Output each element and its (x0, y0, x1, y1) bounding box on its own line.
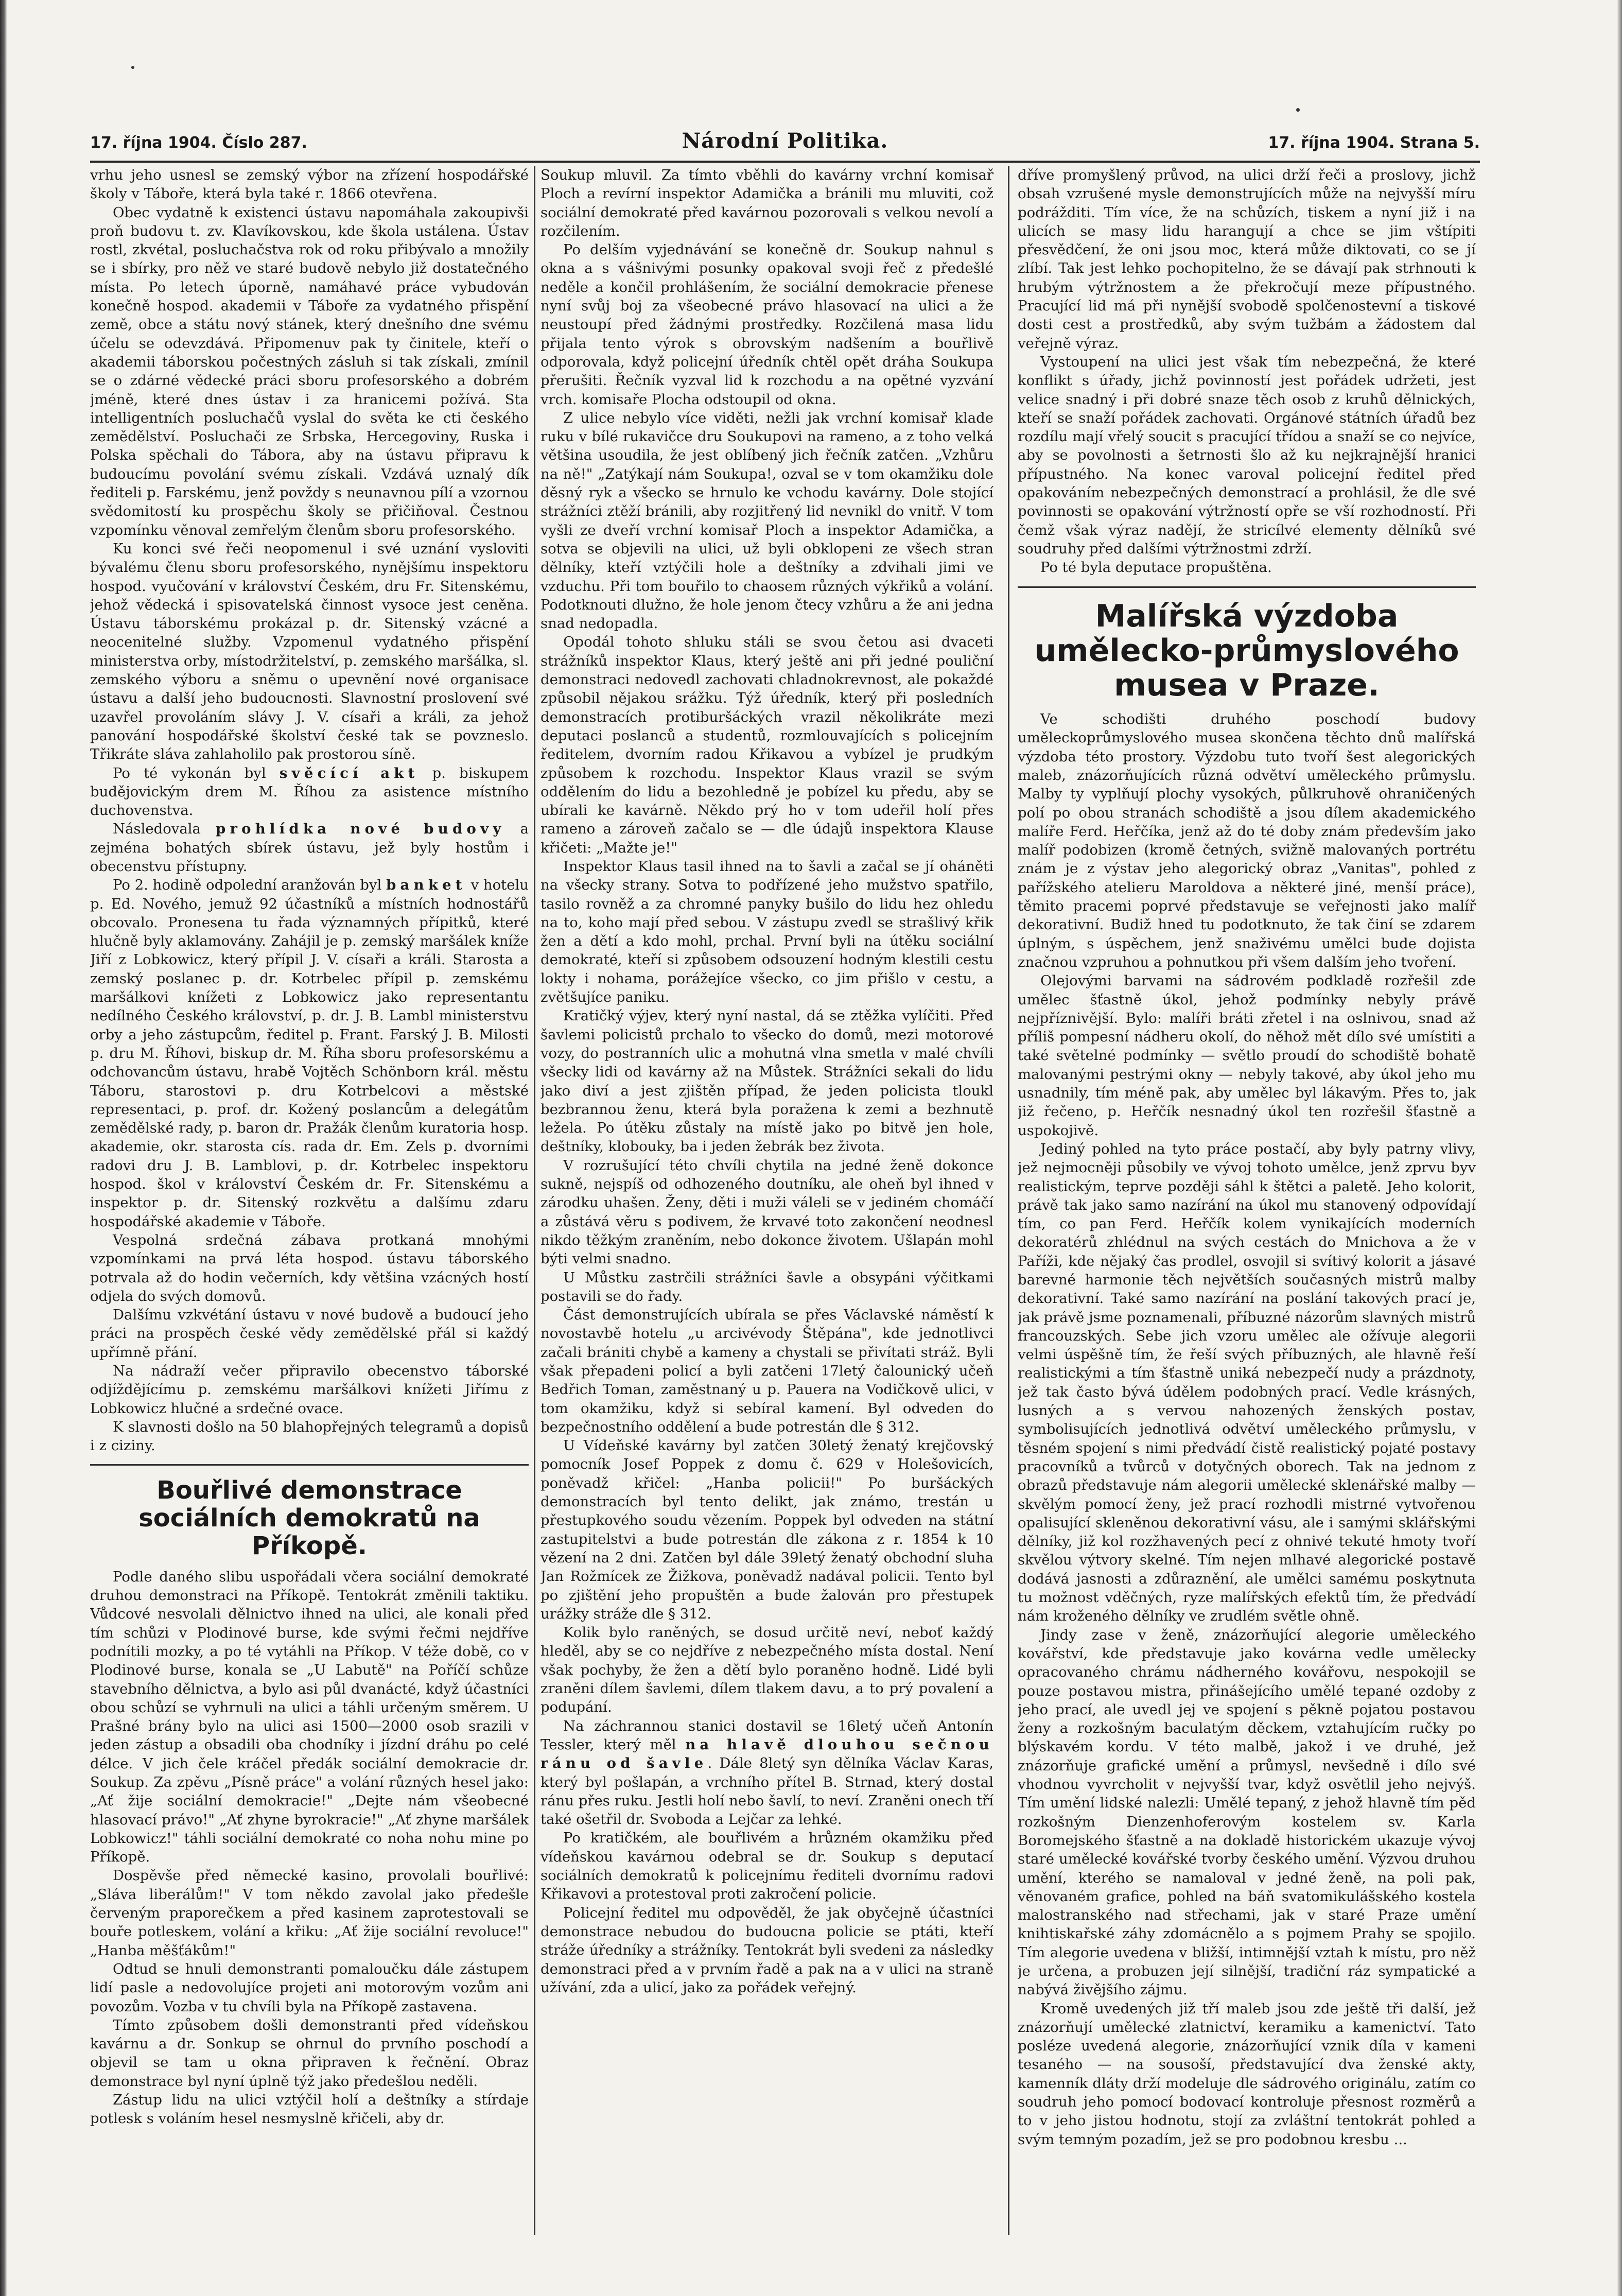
article-paragraph: Ku konci své řeči neopomenul i své uznání vysloviti bývalému členu sboru profesorského, nynějšímu inspektoru hospod. vyučování v království Českém, dru Fr. Sitenskému, jehož vědecká i spisovatelská činnost vysoce jest ceněna. Ústavu táborskému prokázal p. dr. Sitenský vzácné a neocenitelné služby. Vzpomenul vydatného přispění ministerstva orby, místodržitelství, p. zemského maršálka, sl. zemského výboru a sněmu o upevnění nové organisace ústavu a další jeho budoucnosti. Slavnostní proslovení své uzavřel provoláním slávy J. V. císaři a králi, za jehož panování hospodářské školství české tak se povzneslo. Třikráte sláva zahlaholilo pak prostorou síně. (90, 540, 529, 763)
headline-demonstrace: Bouřlivé demonstrace sociálních demokratů na Příkopě. (138, 1476, 480, 1560)
article-paragraph: Policejní ředitel mu odpověděl, že jak obyčejně účastníci demonstrace nebudou do budoucna policie se ptáti, kteří stráže úředníky a strážníky. Tentokrát byli svedeni za následky demonstraci před a v prvním řadě a pak na a v ulici na straně užívání, zda a ulicí, jako za pořádek veřejný. (540, 1904, 993, 1996)
article-paragraph: Soukup mluvil. Za tímto vběhli do kavárny vrchní komisař Ploch a revírní inspektor Adamička a bránili mu mluviti, což sociální demokraté před kavárnou pozorovali s velkou nevolí a rozčilením. (540, 167, 993, 239)
article-paragraph: Kratičký výjev, který nyní nastal, dá se ztěžka vylíčiti. Před šavlemi policistů prchalo to všecko do domů, mezi motorové vozy, do postranních ulic a mohutná vlna smetla v malé chvíli všecky lidi od kavárny až na Můstek. Strážníci sekali do lidu jako diví a jest zjištěn případ, že jeden policista tloukl bezbrannou ženu, která byla poražena k zemi a bezhnutě ležela. Po útěku zůstaly na místě jako po bitvě jen hole, deštníky, klobouky, ba i jeden žebrák bez života. (540, 1007, 993, 1155)
article-paragraph: Na záchrannou stanici dostavil se 16letý učeň Antonín Tessler, který měl na hlavě dlouhou sečnou ránu od šavle. Dále 8letý syn dělníka Václav Karas, který byl pošlapán, a vrchního přítel B. Strnad, který dostal ránu přes ruku. Jestli holí nebo šavlí, to neví. Zraněni onech tří také ošetřil dr. Svoboda a Lejčar za lehké. (540, 1717, 993, 1828)
article-paragraph: Z ulice nebylo více viděti, nežli jak vrchní komisař klade ruku v bílé rukavičce dru Soukupovi na rameno, a z toho velká většina usoudila, že jest oblíbený jich řečník zatčen. „Vzhůru na ně!" „Zatýkají nám Soukupa!, ozval se v tom okamžiku dole děsný ryk a všecko se hrnulo ke vchodu kavárny. Dole stojící strážníci ztěží bránili, aby rozjitřený lid nevnikl do vnitř. V tom vyšli ze dveří vrchní komisař Ploch a inspektor Adamička, a sotva se objevili na ulici, už byli obklopeni ze všech stran dělníky, kteří vztýčili hole a deštníky a zdvihali jimi ve vzduchu. Při tom bouřilo to chaosem různých výkřiků a volání. Podotknouti dlužno, že hole jenom čtecy vzhůru a že ani jedna snad nedopadla. (540, 409, 993, 632)
speck-top-right (1296, 108, 1300, 112)
article-paragraph: U Můstku zastrčili strážníci šavle a obsypáni výčitkami postavili se do řady. (540, 1269, 993, 1304)
article-paragraph: Kolik bylo raněných, se dosud určitě neví, neboť každý hleděl, aby se co nejdříve z nebezpečného místa dostal. Není však pochyby, že žen a dětí bylo poraněno hodně. Lidé byli zraněni dílem šavlemi, dílem tlakem davu, a to prý povalení a podupání. (540, 1624, 993, 1716)
masthead-title: Národní Politika. (682, 129, 888, 153)
article-paragraph: Po delším vyjednávání se konečně dr. Soukup nahnul s okna a s vášnivými posunky opakoval svoji řeč z předešlé neděle a končil prohlášením, že sociální demokracie přenese nyní svůj boj za všeobecné právo hlasovací na ulici a že neustoupí před žádnými prostředky. Rozčilená masa lidu přijala tento výrok s obrovským nadšením a bouřlivě odporovala, když policejní úředník chtěl opět dráha Soukupa přerušiti. Řečník vyzval lid k rozchodu a na opětné vyzvání vrch. komisaře Plocha odstoupil od okna. (540, 241, 993, 408)
page-edge-right (1617, 0, 1622, 2296)
article-paragraph: Olejovými barvami na sádrovém podkladě rozřešil zde umělec šťastně úkol, jehož podmínky nebyly právě nejpříznivější. Bylo: malíři bráti zřetel i na oslnivou, snad až příliš pompesní nádheru okolí, do něhož mět dílo své umístiti a také světelné podmínky — světlo proudí do schodiště bohatě malovanými pestrými okny — nebyly takové, aby úkol jeho mu usnadnily, tím méně pak, aby umělec byl lákavým. Přes to, jak již řečeno, p. Heřčík nesnadný úkol ten rozřešil šťastně a uspokojivě. (1018, 972, 1476, 1139)
spaced-emphasis: svěcící akt (279, 764, 419, 781)
article-paragraph: Po té byla deputace propuštěna. (1040, 559, 1272, 576)
article-paragraph: Dospěvše před německé kasino, provolali bouřlivé: „Sláva liberálům!" V tom někdo zavolal jako předešle červeným praporečkem a před kasinem zaprotestovali se bouře potleskem, volání a křiku: „Ať žije sociální revoluce!" „Hanba měšťákům!" (90, 1867, 529, 1959)
section-rule (1018, 586, 1476, 588)
article-paragraph: Část demonstrujících ubírala se přes Václavské náměstí k novostavbě hotelu „u arcivévody Štěpána", kde jednotlivci začali brániti chybě a kameny a chystali se přivítati stráž. Byli však přepadeni policí a byli zatčeni 17letý čalounický učeň Bedřich Toman, zaměstnaný u p. Pauera na Vodičkově ulici, v tom okamžiku, když si sebíral kamení. Byl odveden do bezpečnostního oddělení a bude potrestán dle § 312. (540, 1307, 993, 1435)
article-paragraph: Inspektor Klaus tasil ihned na to šavli a začal se jí oháněti na všecky strany. Sotva to podřízené jeho mužstvo spatřilo, tasilo rovněž a za chromné panyky bušilo do lidu hez ohledu na to, koho mají před sebou. V zástupu zvedl se strašlivý křik žen a dětí a kdo mohl, prchal. První byli na útěku sociální demokraté, kteří si způsobem odsouzení hodným klestili cestu lokty i nohama, porážejíce všecko, co jim přišlo v cestu, a zvětšujíce paniku. (540, 858, 993, 1006)
article-paragraph: U Vídeňské kavárny byl zatčen 30letý ženatý krejčovský pomocník Josef Poppek z domu č. 629 v Holešovicích, poněvadž křičel: „Hanba policii!" Po buršáckých demonstracích byl tento delikt, jak známo, trestán u přestupkového soudu vězením. Poppek byl odveden na státní zastupitelstvi a bude potrestán dle zákona z r. 1854 k 10 vězení na 2 dni. Zatčen byl dále 39letý ženatý obchodní sluha Jan Rožmícek ze Žižkova, poněvadž nadával policii. Tento byl po zjištění jeho propuštěn a bude žalován pro přestupek urážky stráže dle § 312. (540, 1437, 993, 1622)
article-paragraph: Po 2. hodině odpolední aranžován byl banket v hotelu p. Ed. Nového, jemuž 92 účastníků a místních hodnostářů obcovalo. Pronesena tu řada významných přípitků, které hlučně byly aklamovány. Zahájil je p. zemský maršálek kníže Jiří z Lobkowicz, který přípil J. V. císaři a králi. Starosta a zemský poslanec p. dr. Kotrbelec přípil p. zemskému maršálkovi knížeti z Lobkowicz jako representantu nedílného Českého království, p. dr. J. B. Lambl ministerstvu orby a jeho zástupcům, ředitel p. Frant. Farský J. B. Milosti p. dru M. Říhovi, biskup dr. M. Říha sboru profesorskému a odchovancům ústavu, hrabě Vojtěch Schönborn král. městu Táboru, starostovi p. dru Kotrbelcovi a městské representaci, p. prof. dr. Kožený poslancům a delegátům zemědělské rady, p. baron dr. Pražák členům kuratoria hosp. akademie, okr. starosta cís. rada dr. Em. Zels p. dvorními radovi dru J. B. Lamblovi, p. dr. Kotrbelec inspektoru hospod. škol v království Českém dr. Fr. Sitenskému a inspektor p. dr. Sitenský rozkvětu a dalšímu zdaru hospodářské akademie v Táboře. (90, 877, 529, 1230)
spaced-emphasis: na hlavě dlouhou sečnou ránu od šavle (540, 1736, 993, 1772)
article-paragraph: Podle daného slibu uspořádali včera sociální demokraté druhou demonstraci na Příkopě. Tentokrát změnili taktiku. Vůdcové nesvolali dělnictvo ihned na ulici, ale konali před tím schůzi v Plodinové burse, kde svými řečmi nejdříve podnítili mozky, a po té vytáhli na Příkop. V téže době, co v Plodinové burse, konala se „U Labutě" na Poříčí schůze stavebního dělnictva, a bylo asi půl dvanácté, když účastníci obou schůzí se vyhrnuli na ulici a táhli určeným směrem. U Prašné brány bylo na ulici asi 1500—2000 osob srazili v jeden zástup a obsadili oba chodníky i jízdní dráhu po celé délce. V jich čele kráčel předák sociální demokracie dr. Soukup. Za zpěvu „Písně práce" a volání různých hesel jako: „Ať žije sociální demokracie!" „Dejte nám všeobecné hlasovací právo!" „Ať zhyne byrokracie!" „Ať zhyne maršálek Lobkowicz!" táhli sociální demokraté co noha nohu mine po Příkopě. (90, 1568, 529, 1866)
column-2 (540, 166, 993, 2235)
article-paragraph: Opodál tohoto shluku stáli se svou četou asi dvaceti strážníků inspektor Klaus, který ještě ani při jedné pouliční demonstraci nedovedl zachovati chladnokrevnost, ale pokaždé způsobil nějakou srážku. Týž úředník, který při posledních demonstracích protiburšáckých vrazil několikráte mezi deputaci poslanců a studentů, rozmlouvajících s policejním ředitelem, dvorním radou Křikavou a vybízel je prudkým způsobem k rozchodu. Inspektor Klaus vrazil se svým oddělením do lidu a bezohledně je pobízel ku předu, aby se ubírali ke kavárně. Někdo prý ho v tom udeřil holí přes rameno a zároveň začalo se — dle údajů inspektora Klause křičeti: „Mažte je!" (540, 634, 993, 856)
article-paragraph: vrhu jeho usnesl se zemský výbor na zřízení hospodářské školy v Táboře, která byla také r. 1866 otevřena. (90, 167, 529, 202)
article-paragraph: Obec vydatně k existenci ústavu napomáhala zakoupivši proň budovu t. zv. Klavíkovskou, kde škola ustálena. Ústav rostl, zkvétal, posluchačstva rok od roku přibývalo a množily se i sbírky, pro něž ve staré budově nebylo již dostatečného místa. Po letech úporně, namáhavé práce vybudován konečně hospod. akademii v Táboře za vydatného přispění země, obce a státu nový stánek, který dnešního dne svému účelu se odevzdává. Připomenuv pak ty činitele, kteří o akademii táborskou počestných zásluh si tak získali, zmínil se o zdárné vědecké práci sboru profesorského a dobrém jméně, které dnes ústav i za hranicemi požívá. Sta intelligentních posluchačů vyslal do světa ke cti českého zemědělství. Posluchači ze Srbska, Hercegoviny, Ruska i Polska spěchali do Tábora, aby na ústavu připravu k budoucímu povolání svému získali. Vzdává uznalý dík řediteli p. Farskému, jenž povždy s neunavnou pílí a vzornou svědomitostí ku prospěchu školy se přičiňoval. Čestnou vzpomínku věnoval zemřelým členům sboru profesorského. (90, 204, 529, 538)
article-paragraph: Jindy zase v ženě, znázorňující alegorie uměleckého kovářství, kde představuje jako kovárna vedle umělecky opracovaného chrámu nádherného kovářovu, nespokojil se pouze postavou mistra, přinášejícího umělé tepané ozdoby z jeho prací, ale uvedl jej ve spojení s pěkně pojatou postavou ženy a rozkošným baculatým děckem, vztahujícím ručky po blýskavém kordu. V této malbě, jakož i ve druhé, jež znázorňuje grafické umění a průmysl, nevšedně i dílo své vhodnou vyvrcholit v nejvyšší tvar, když osvětlil jeho nejvýš. Tím umění lidské nalezli: Umělé tepaný, z jehož hlavně tím pěd rozkošným Dienzenhoferovým kostelem sv. Karla Boromejského šťastně a na dokladě historickém ukazuje vývoj staré umělecké kovářské tvorby českého umění. Výzvou druhou umění, kterého se namaloval v jedné ženě, na poli pak, věnovaném grafice, pohled na báň svatomikulášského kostela malostranského nad střechami, jak v staré Praze umění knihtiskařské záhy zdomácnělo a s pojmem Prahy se spojilo. Tím alegorie uvedena v bližší, intimnější vztah k místu, pro něž je určena, a probuzen její silnější, tradiční ráz sympatické a nabývá živějšího zájmu. (1018, 1626, 1476, 1998)
spaced-emphasis: prohlídka nové budovy (215, 821, 505, 838)
article-paragraph: Tímto způsobem došli demonstranti před vídeňskou kavárnu a dr. Sonkup se ohrnul do prvního poschodí a objevil se tam u okna připraven k řečnění. Obraz demonstrace byl nyní úplně týž jako předešlou neděli. (90, 2016, 529, 2090)
article-paragraph: Odtud se hnuli demonstranti pomaloučku dále zástupem lidí pasle a nedovolujíce projeti ani motorovým vozům ani povozům. Vozba v tu chvíli byla na Příkopě zastavena. (90, 1960, 529, 2015)
article-paragraph: Kromě uvedených již tří maleb jsou zde ještě tři další, jež znázorňují umělecké zlatnictví, keramiku a kamenictví. Tato posléze uvedená alegorie, znázorňující vznik díla v kameni tesaného — na sousoší, představující dva ženské akty, kamenník dláty drží modeluje dle sádrového originálu, zatím co soudruh jeho pomocí bodovací kontroluje přesnost rozměrů a to v jeho jistou hodnotu, stojí za zvláštní tentokrát pohled a svým temným pozadím, jež se pro podobnou kresbu ... (1018, 2000, 1476, 2148)
spaced-emphasis: banket (386, 877, 466, 894)
header-date-page: 17. října 1904. Strana 5. (1268, 134, 1480, 152)
article-paragraph: Zástup lidu na ulici vztýčil holí a deštníky a stírdaje potlesk s voláním hesel nesmyslně křičeli, aby dr. (90, 2092, 529, 2127)
article-paragraph: dříve promyšlený průvod, na ulici drží řeči a proslovy, jichž obsah vzrušené mysle demonstrujících může na nejvyšší míru podrážditi. Tím více, že na schůzích, tiskem a nyní již i na ulicích se masy lidu harangují a chce se jim vštípiti přesvědčení, že oni jsou moc, která může diktovati, co se jí zlíbí. Tak jest lehko pochopitelno, že se dávají pak strhnouti k hrubým výtržnostem a že překročují meze přípustného. Pracující lid má při nynější svobodě spolčenostevní a tiskové dosti cest a prostředků, aby svým tužbám a žádostem dal veřejně výraz. (1018, 167, 1476, 352)
article-paragraph: Jediný pohled na tyto práce postačí, aby byly patrny vlivy, jež nejmocněji působily ve vývoj tohoto umělce, jenž zprvu byv realistickým, teprve později sáhl k štětci a paletě. Jeho kolorit, právě tak jako samo nazírání na úkol mu stanovený odpovídají tím, co pan Ferd. Heřčík kolem vynikajících moderních dekoratérů zhlédnul na svých cestách do Mnichova a že v Paříži, kde nějaký čas prodlel, osvojil si svítivý kolorit a jásavé barevné harmonie těch největších současných mistrů malby dekorativní. Také samo nazírání na poslání takových prací je, jak právě jsme poznamenali, příbuzné názorům slavných mistrů francouzských. Sebe jich vzoru umělec ale ožívuje alegorii velmi úspěšně tím, že řeší svých příbuzných, ale hlavně řeší realistickými a tím šťastně uniká nebezpečí nudy a prázdnoty, jež tak často bývá údělem podobných prací. Vedle krásných, lusných a s vervou nahozených ženských postav, symbolisujících jednotlivá odvětví uměleckého průmyslu, v těsném spojení s nimi předvádí čistě realistický pojaté postavy pracovníků a tvůrců v dotyčných oborech. Tak na jednom z obrazů představuje nám alegorii umělecké sklenářské malby — skvělým pomocí ženy, jež prací rozhodli mistrné vytvořenou opalisující skleněnou dekorativní vásu, ale i samými sklářskými dělníky, již kol rozžhavených pecí z ohnivé tekuté hmoty tvoří skvělou výtvory skelné. Tím nejen mlhavé alegorické postavě dodává jasnosti a zdůraznění, ale umělci samému poskytnuta tu možnost vděčných, ryze malířských efektů tím, že předvádí nám kroženého dělníky ve zrudlém světle ohně. (1018, 1140, 1476, 1625)
page-header (90, 129, 1480, 160)
article-paragraph: Následovala prohlídka nové budovy a zejména bohatých sbírek ústavu, jež byly hostům i obecenstvu přístupny. (90, 821, 529, 875)
header-rule (90, 161, 1480, 163)
column-1 (90, 166, 529, 2235)
article-paragraph: Vystoupení na ulici jest však tím nebezpečná, že které konflikt s úřady, jichž povinností jest pořádek udržeti, jest velice snadný i při dobré snaze těch osob z kruhů dělnických, kteří se snaží pořádek zachovati. Orgánové státních úřadů bez rozdílu mají vřelý soucit s pracující třídou a snaží se co nejvíce, aby se povolnosti a šetrnosti šlo až ku nejkrajnější hranici přípustného. Na konec varoval policejní ředitel před opakováním nebezpečných demonstrací a prohlásil, že dle své povinnosti se opakování výtržností opře se vší rozhodností. Při čemž však výraz nadějí, že stricílvé elementy dělníků své soudruhy před dalšími výtržnostmi zdrží. (1018, 353, 1476, 557)
header-date-issue: 17. října 1904. Číslo 287. (90, 134, 307, 152)
headline-malirska-vyzdoba: Malířská výzdoba umělecko-průmyslového musea v Praze. (1034, 598, 1459, 703)
article-paragraph: Dalšímu vzkvétání ústavu v nové budově a budoucí jeho práci na prospěch české vědy zemědělské přál si každý upřímně přání. (90, 1307, 529, 1361)
article-paragraph: Po té vykonán byl svěcící akt p. biskupem budějovickým drem M. Říhou za asistence místního duchovenstva. (90, 764, 529, 819)
article-paragraph: Na nádraží večer připravilo obecenstvo táborské odjíždějícímu p. zemskému maršálkovi knížeti Jiřímu z Lobkowicz hlučné a srdečné ovace. (90, 1363, 529, 1417)
article-paragraph: K slavnosti došlo na 50 blahopřejných telegramů a dopisů i z ciziny. (90, 1418, 529, 1454)
article-paragraph: Vespolná srdečná zábava protkaná mnohými vzpomínkami na prvá léta hospod. ústavu táborského potrvala až do hodin večerních, kdy většina vzácných hostí odjela do svých domovů. (90, 1231, 529, 1304)
column-3 (1018, 166, 1476, 2235)
article-paragraph: V rozrušující této chvíli chytila na jedné ženě dokonce sukně, nejspíš od odhozeného doutníku, ale oheň byl ihned v zárodku uhašen. Ženy, děti i muži váleli se v jediném chomáčí a zůstává věru s podivem, že krvavé toto zakončení neodnesl nikdo těžkým zraněním, nebo dokonce životem. Ušlapán mohl býti velmi snadno. (540, 1157, 993, 1267)
page-edge-left (0, 0, 7, 2296)
column-rule-1 (534, 166, 535, 2235)
section-rule (90, 1464, 529, 1466)
column-rule-2 (1008, 166, 1009, 2235)
article-paragraph: Po kratičkém, ale bouřlivém a hrůzném okamžiku před vídeňskou kavárnou odebral se dr. Soukup s deputací sociálních demokratů k policejnímu řediteli dvornímu radovi Křikavovi a protestoval proti zakročení policie. (540, 1830, 993, 1903)
speck-top-left (131, 66, 134, 69)
article-paragraph: Ve schodišti druhého poschodí budovy uměleckoprůmyslového musea skončena těchto dnů malířská výzdoba této prostory. Výzdobu tuto tvoří šest alegorických maleb, znázorňujících různá odvětví uměleckého průmyslu. Malby ty vyplňují plochy vysokých, půlkruhově ohraničených polí po obou stranách schodiště a jsou dílem akademického malíře Ferd. Heřčíka, jenž až do té doby znám především jako malíř podobizen (kromě četných, svižně malovaných portrétu znám je z výstav jeho alegorický obraz „Vanitas", pohled z pařížského atelieru Maroldova a některé jiné, menší práce), těmito pracemi poprvé představuje se veřejnosti jako malíř dekorativní. Budiž hned tu podotknuto, že tak činí se zdarem úplným, s úspěchem, jenž snaživému umělci bude dojista značnou vzpruhou a pohnutkou při všem dalším jeho tvoření. (1018, 711, 1476, 970)
